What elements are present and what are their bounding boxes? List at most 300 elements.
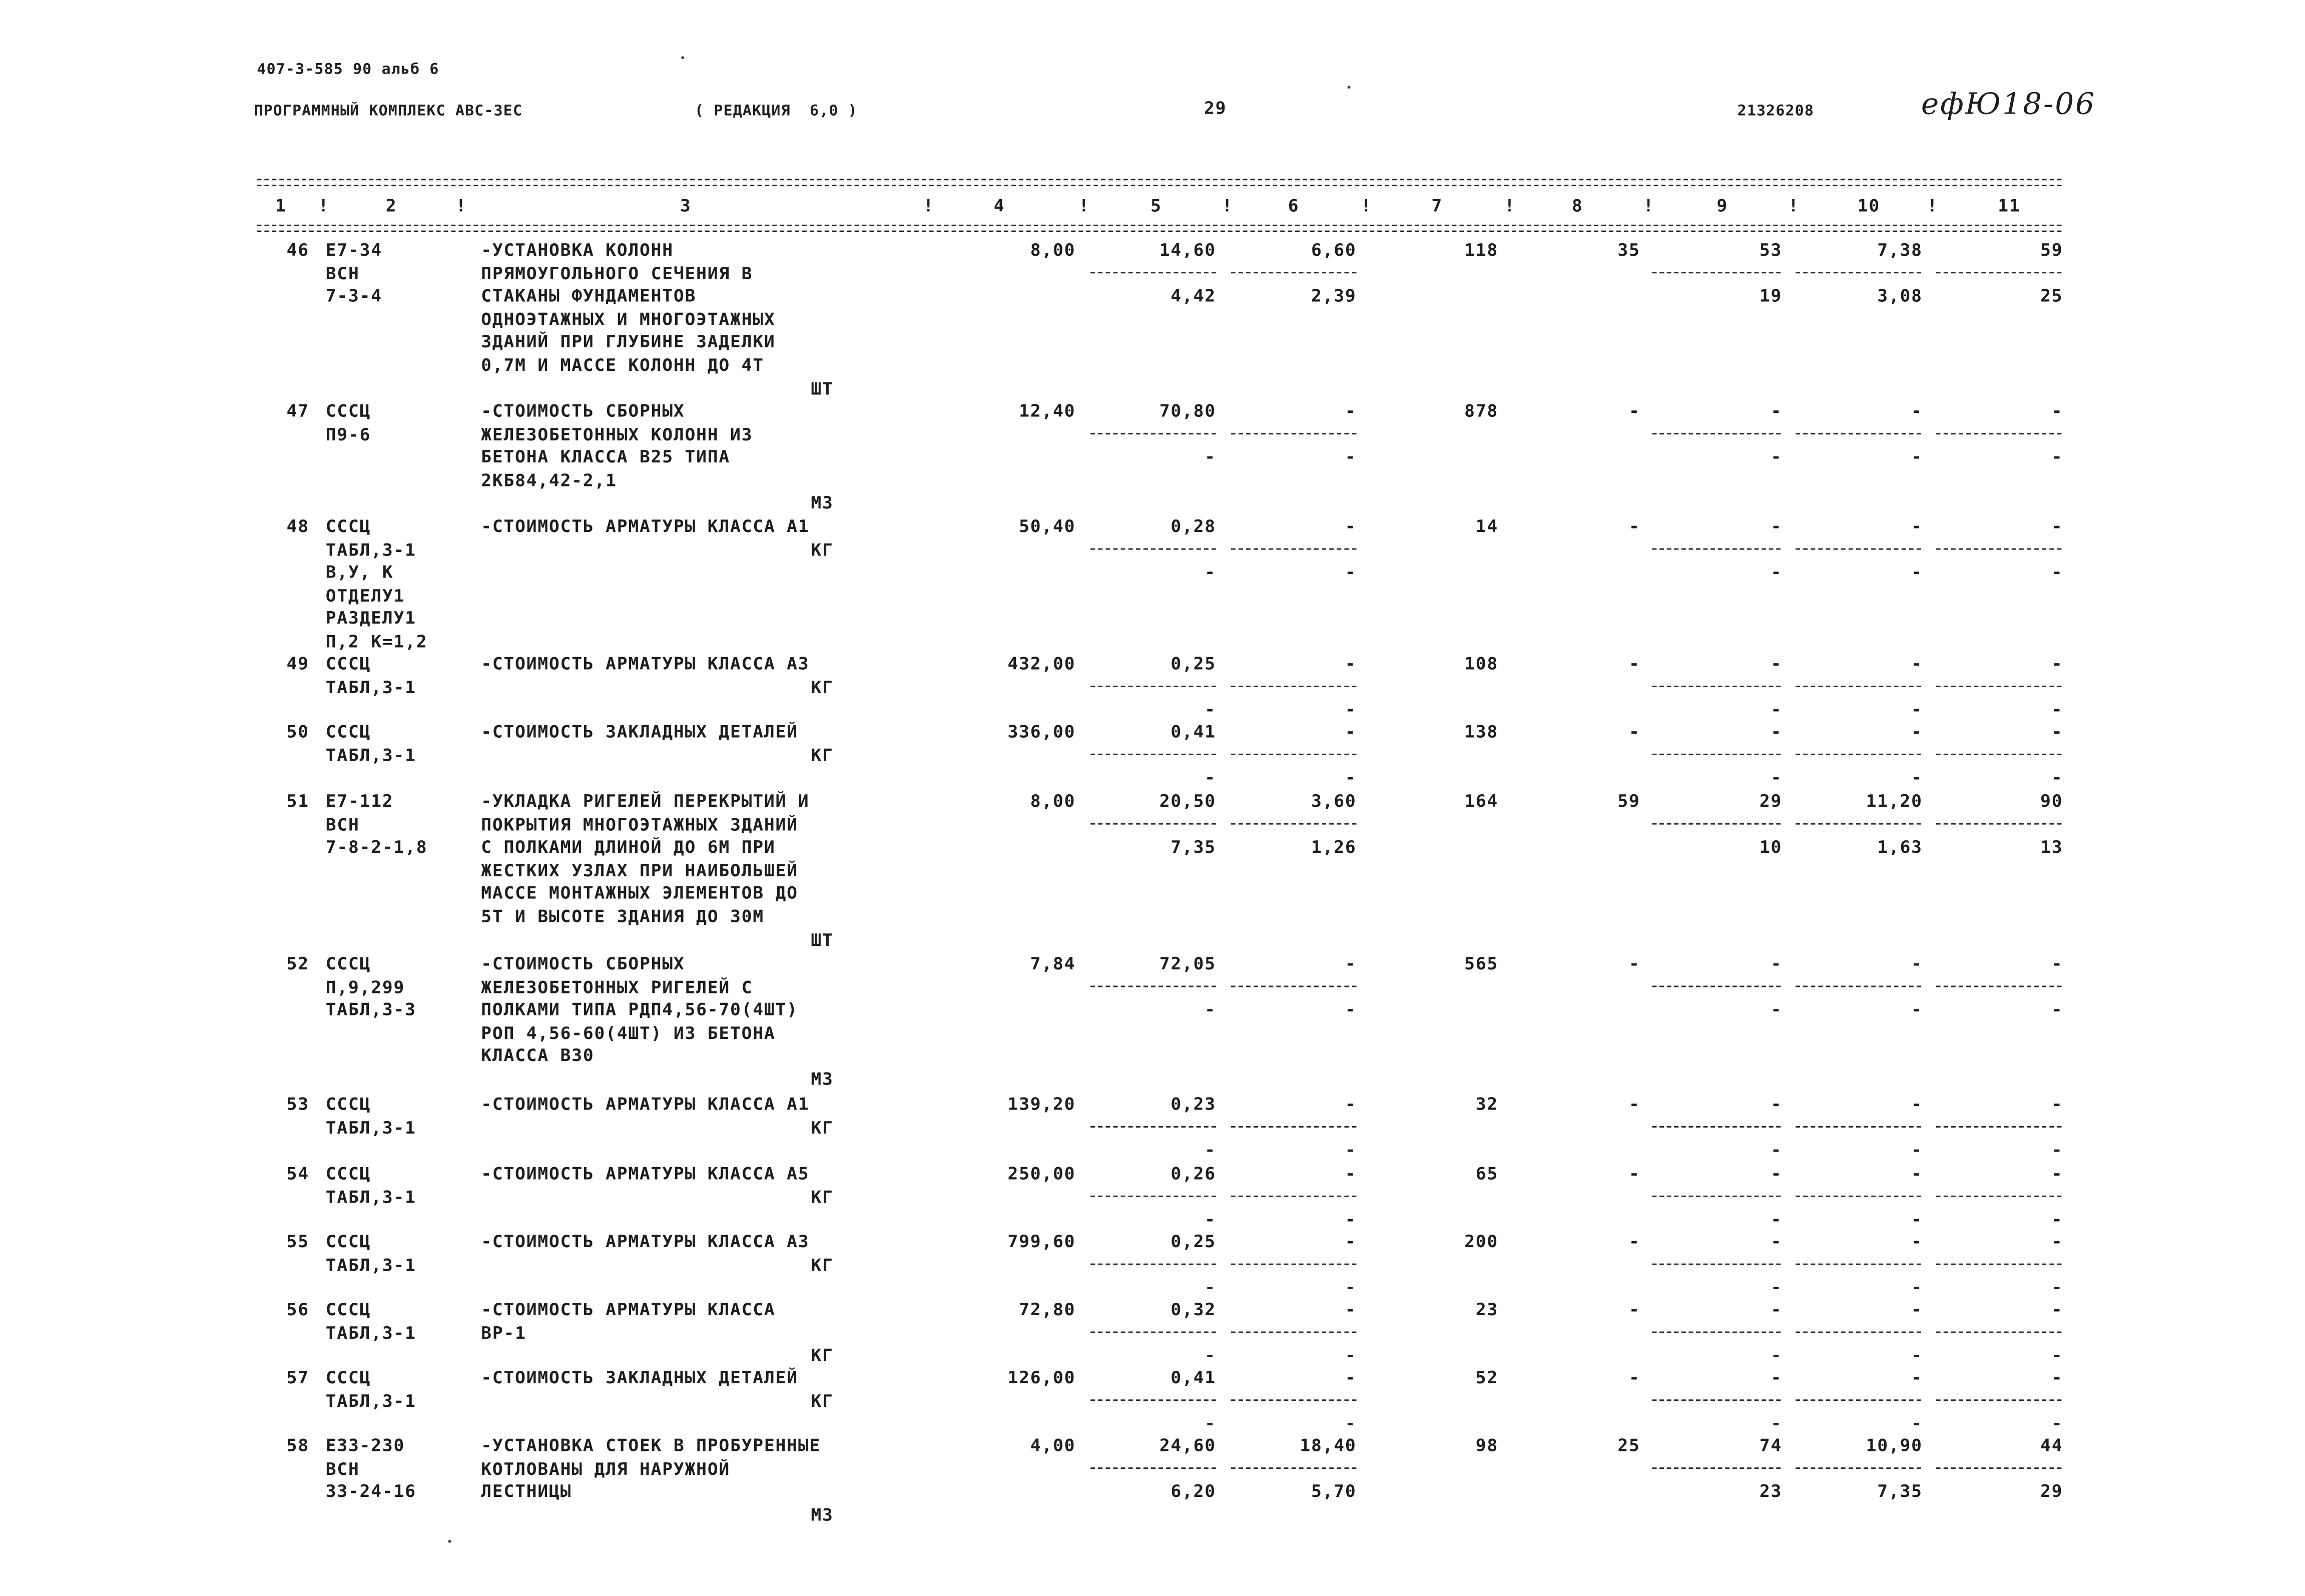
norm-code: СССЦ — [325, 653, 371, 674]
value-qty: 126,00 — [1007, 1367, 1076, 1388]
value-c5: 20,50 — [1159, 790, 1216, 812]
value-c8: - — [1628, 1163, 1640, 1184]
row-number: 57 — [286, 1367, 309, 1388]
doc-code: 407-3-585 90 альб 6 — [257, 62, 439, 79]
work-description: -СТОИМОСТЬ ЗАКЛАДНЫХ ДЕТАЛЕЙ — [481, 721, 798, 742]
work-description: ЖЕЛЕЗОБЕТОННЫХ КОЛОНН ИЗ — [481, 423, 753, 444]
value-sub-9: - — [1771, 446, 1783, 467]
norm-code: ТАБЛ,3-1 — [325, 1254, 416, 1275]
column-separator: ! — [1078, 195, 1090, 216]
value-qty: 336,00 — [1007, 721, 1076, 742]
value-c7: 138 — [1464, 721, 1499, 742]
cell-underline — [1796, 986, 1921, 987]
cell-underline — [1652, 548, 1781, 550]
program-label: ПРОГРАММНЫЙ КОМПЛЕКС АВС-3ЕС — [254, 103, 523, 120]
value-c5: 0,25 — [1171, 1231, 1216, 1252]
value-c8: - — [1628, 515, 1640, 537]
cell-underline — [1796, 272, 1921, 273]
cell-underline — [1231, 1467, 1357, 1469]
norm-code: ВСН — [325, 813, 360, 835]
value-sub-5: - — [1205, 699, 1216, 720]
unit-of-measure: КГ — [811, 1186, 834, 1207]
value-c9: - — [1771, 721, 1783, 742]
column-separator: ! — [1643, 195, 1655, 216]
work-description: БЕТОНА КЛАССА В25 ТИПА — [481, 446, 731, 467]
unit-of-measure: КГ — [811, 1117, 834, 1138]
row-number: 58 — [286, 1435, 309, 1456]
work-description: ЗДАНИЙ ПРИ ГЛУБИНЕ ЗАДЕЛКИ — [481, 331, 776, 352]
value-c7: 23 — [1475, 1299, 1499, 1320]
value-sub-9: - — [1771, 562, 1783, 583]
value-sub-10: - — [1911, 1277, 1923, 1298]
work-description: ВР-1 — [481, 1322, 526, 1343]
cell-underline — [1231, 272, 1357, 273]
norm-code: Е33-230 — [325, 1435, 405, 1456]
value-sub-11: 13 — [2040, 836, 2063, 857]
value-qty: 139,20 — [1007, 1094, 1076, 1115]
cell-underline — [1796, 548, 1921, 550]
value-sub-5: 7,35 — [1171, 836, 1216, 857]
cell-underline — [1090, 1196, 1216, 1197]
work-description: 5Т И ВЫСОТЕ ЗДАНИЯ ДО 30М — [481, 906, 764, 927]
column-header-8: 8 — [1571, 195, 1583, 216]
value-c10: - — [1911, 653, 1923, 674]
work-description: ПОЛКАМИ ТИПА РДП4,56-70(4ШТ) — [481, 999, 798, 1020]
value-c9: - — [1771, 1163, 1783, 1184]
cell-underline — [1231, 548, 1357, 550]
column-header-7: 7 — [1431, 195, 1443, 216]
value-c7: 65 — [1475, 1163, 1499, 1184]
value-sub-5: - — [1205, 1412, 1216, 1434]
norm-code: ТАБЛ,3-1 — [325, 676, 416, 697]
norm-code: П,2 К=1,2 — [325, 631, 428, 652]
column-separator: ! — [455, 195, 467, 216]
work-description: -СТОИМОСТЬ СБОРНЫХ — [481, 400, 685, 421]
unit-of-measure: КГ — [811, 1390, 834, 1411]
value-c6: - — [1345, 515, 1357, 537]
column-header-3: 3 — [680, 195, 692, 216]
value-sub-9: - — [1771, 1139, 1783, 1160]
work-description: -СТОИМОСТЬ АРМАТУРЫ КЛАССА А1 — [481, 515, 810, 537]
value-c6: - — [1345, 653, 1357, 674]
value-sub-11: - — [2051, 1412, 2063, 1434]
value-c11: - — [2051, 953, 2063, 974]
unit-of-measure: ШТ — [811, 929, 834, 950]
value-sub-10: - — [1911, 1412, 1923, 1434]
work-description: -СТОИМОСТЬ ЗАКЛАДНЫХ ДЕТАЛЕЙ — [481, 1367, 798, 1388]
value-c7: 565 — [1464, 953, 1499, 974]
work-description: РОП 4,56-60(4ШТ) ИЗ БЕТОНА — [481, 1022, 776, 1043]
value-sub-5: 4,42 — [1171, 285, 1216, 306]
cell-underline — [1796, 433, 1921, 434]
work-description: ПРЯМОУГОЛЬНОГО СЕЧЕНИЯ В — [481, 262, 753, 283]
column-header-6: 6 — [1288, 195, 1300, 216]
norm-code: Е7-34 — [325, 239, 382, 260]
value-sub-11: - — [2051, 1139, 2063, 1160]
norm-code: СССЦ — [325, 515, 371, 537]
value-c7: 32 — [1475, 1094, 1499, 1115]
value-qty: 799,60 — [1007, 1231, 1076, 1252]
value-sub-11: 29 — [2040, 1480, 2063, 1502]
value-c5: 24,60 — [1159, 1435, 1216, 1456]
norm-code: 33-24-16 — [325, 1481, 416, 1502]
value-sub-6: - — [1345, 1139, 1357, 1160]
norm-code: СССЦ — [325, 400, 371, 421]
value-sub-9: 10 — [1759, 836, 1783, 857]
value-sub-6: - — [1345, 1345, 1357, 1366]
value-sub-11: - — [2051, 1345, 2063, 1366]
value-c9: 29 — [1759, 790, 1783, 812]
value-c6: 18,40 — [1300, 1435, 1357, 1456]
value-c8: - — [1628, 400, 1640, 421]
value-c7: 98 — [1475, 1435, 1499, 1456]
scan-speck — [681, 56, 684, 59]
value-c9: - — [1771, 400, 1783, 421]
work-description: -СТОИМОСТЬ АРМАТУРЫ КЛАССА — [481, 1299, 776, 1320]
value-sub-11: 25 — [2040, 285, 2063, 306]
work-description: -СТОИМОСТЬ СБОРНЫХ — [481, 953, 685, 974]
value-c10: - — [1911, 1094, 1923, 1115]
unit-of-measure: ШТ — [811, 377, 834, 399]
value-c6: 3,60 — [1311, 790, 1357, 812]
value-c8: 25 — [1617, 1435, 1640, 1456]
cell-underline — [1936, 433, 2062, 434]
value-sub-5: - — [1205, 562, 1216, 583]
value-c8: 59 — [1617, 790, 1640, 812]
cell-underline — [1231, 1264, 1357, 1265]
cell-underline — [1796, 686, 1921, 687]
row-number: 56 — [286, 1299, 309, 1320]
value-c7: 52 — [1475, 1367, 1499, 1388]
cell-underline — [1796, 1331, 1921, 1333]
work-description: С ПОЛКАМИ ДЛИНОЙ ДО 6М ПРИ — [481, 836, 776, 858]
value-sub-6: - — [1345, 1277, 1357, 1298]
norm-code: 7-3-4 — [325, 285, 382, 306]
unit-of-measure: КГ — [811, 539, 834, 560]
row-number: 49 — [286, 653, 309, 674]
value-sub-5: - — [1205, 767, 1216, 788]
value-c8: 35 — [1617, 239, 1640, 260]
cell-underline — [1936, 823, 2062, 825]
cell-underline — [1090, 433, 1216, 434]
cell-underline — [1796, 754, 1921, 755]
value-c7: 118 — [1464, 239, 1499, 260]
column-header-1: 1 — [275, 195, 287, 216]
cell-underline — [1652, 1331, 1781, 1333]
value-c5: 0,23 — [1171, 1094, 1216, 1115]
edition-label: ( РЕДАКЦИЯ 6,0 ) — [695, 103, 858, 120]
norm-code: РАЗДЕЛУ1 — [325, 608, 416, 629]
cell-underline — [1231, 1399, 1357, 1401]
value-c11: - — [2051, 1094, 2063, 1115]
cell-underline — [1652, 754, 1781, 755]
value-sub-9: - — [1771, 1277, 1783, 1298]
value-sub-6: - — [1345, 999, 1357, 1020]
unit-of-measure: КГ — [811, 1254, 834, 1275]
column-separator: ! — [923, 195, 935, 216]
value-c11: - — [2051, 653, 2063, 674]
work-description: -СТОИМОСТЬ АРМАТУРЫ КЛАССА А5 — [481, 1163, 810, 1184]
value-c7: 878 — [1464, 400, 1499, 421]
unit-of-measure: М3 — [811, 492, 834, 513]
row-number: 48 — [286, 515, 309, 537]
work-description: -СТОИМОСТЬ АРМАТУРЫ КЛАССА А1 — [481, 1094, 810, 1115]
value-sub-10: - — [1911, 1345, 1923, 1366]
value-sub-9: - — [1771, 699, 1783, 720]
norm-code: СССЦ — [325, 953, 371, 974]
cell-underline — [1231, 1331, 1357, 1333]
value-c11: - — [2051, 515, 2063, 537]
value-c9: - — [1771, 1367, 1783, 1388]
value-sub-10: - — [1911, 999, 1923, 1020]
cell-underline — [1231, 823, 1357, 825]
value-sub-9: 23 — [1759, 1480, 1783, 1502]
cell-underline — [1090, 754, 1216, 755]
work-description: -УКЛАДКА РИГЕЛЕЙ ПЕРЕКРЫТИЙ И — [481, 790, 810, 812]
column-separator: ! — [1788, 195, 1800, 216]
cell-underline — [1231, 1196, 1357, 1197]
cell-underline — [1652, 1126, 1781, 1128]
norm-code: СССЦ — [325, 1231, 371, 1252]
norm-code: СССЦ — [325, 721, 371, 742]
value-c6: 6,60 — [1311, 239, 1357, 260]
cell-underline — [1936, 1331, 2062, 1333]
norm-code: Е7-112 — [325, 790, 394, 812]
value-c7: 14 — [1475, 515, 1499, 537]
value-qty: 12,40 — [1019, 400, 1076, 421]
value-c9: - — [1771, 653, 1783, 674]
row-number: 52 — [286, 953, 309, 974]
column-separator: ! — [1927, 195, 1939, 216]
value-c7: 164 — [1464, 790, 1499, 812]
norm-code: П9-6 — [325, 423, 371, 444]
norm-code: ОТДЕЛУ1 — [325, 585, 405, 606]
value-sub-6: 1,26 — [1311, 836, 1357, 857]
work-description: КЛАССА В30 — [481, 1045, 595, 1067]
value-c10: - — [1911, 1163, 1923, 1184]
norm-code: ТАБЛ,3-1 — [325, 1390, 416, 1411]
value-c10: - — [1911, 1367, 1923, 1388]
norm-code: ТАБЛ,3-1 — [325, 1186, 416, 1207]
unit-of-measure: М3 — [811, 1068, 834, 1090]
norm-code: 7-8-2-1,8 — [325, 836, 428, 858]
value-c10: - — [1911, 515, 1923, 537]
value-qty: 8,00 — [1030, 239, 1076, 260]
value-c7: 200 — [1464, 1231, 1499, 1252]
cell-underline — [1936, 1196, 2062, 1197]
value-sub-6: - — [1345, 1209, 1357, 1230]
cell-underline — [1936, 1399, 2062, 1401]
value-c8: - — [1628, 1299, 1640, 1320]
value-c11: 90 — [2040, 790, 2063, 812]
norm-code: СССЦ — [325, 1094, 371, 1115]
unit-of-measure: КГ — [811, 744, 834, 765]
value-sub-6: - — [1345, 446, 1357, 467]
unit-of-measure: М3 — [811, 1504, 834, 1525]
value-sub-10: - — [1911, 562, 1923, 583]
value-c5: 0,28 — [1171, 515, 1216, 537]
value-sub-6: - — [1345, 562, 1357, 583]
value-c6: - — [1345, 721, 1357, 742]
cell-underline — [1936, 754, 2062, 755]
work-description: 2КБ84,42-2,1 — [481, 469, 617, 490]
norm-code: ТАБЛ,3-1 — [325, 744, 416, 765]
cell-underline — [1231, 686, 1357, 687]
value-sub-5: - — [1205, 999, 1216, 1020]
unit-of-measure: КГ — [811, 676, 834, 697]
value-c9: - — [1771, 515, 1783, 537]
cell-underline — [1936, 548, 2062, 550]
value-qty: 50,40 — [1019, 515, 1076, 537]
cell-underline — [1652, 823, 1781, 825]
work-description: ЛЕСТНИЦЫ — [481, 1481, 572, 1502]
scan-speck — [448, 1540, 451, 1543]
work-description: ОДНОЭТАЖНЫХ И МНОГОЭТАЖНЫХ — [481, 308, 776, 329]
work-description: ПОКРЫТИЯ МНОГОЭТАЖНЫХ ЗДАНИЙ — [481, 813, 798, 835]
value-c9: - — [1771, 1094, 1783, 1115]
value-c5: 0,32 — [1171, 1299, 1216, 1320]
value-qty: 432,00 — [1007, 653, 1076, 674]
row-number: 51 — [286, 790, 309, 812]
norm-code: ТАБЛ,3-1 — [325, 539, 416, 560]
value-sub-11: - — [2051, 1277, 2063, 1298]
value-sub-10: - — [1911, 446, 1923, 467]
cell-underline — [1090, 1467, 1216, 1469]
value-sub-5: - — [1205, 1209, 1216, 1230]
value-c11: - — [2051, 1299, 2063, 1320]
work-description: -УСТАНОВКА СТОЕК В ПРОБУРЕННЫЕ — [481, 1435, 821, 1456]
cell-underline — [1936, 986, 2062, 987]
work-description: КОТЛОВАНЫ ДЛЯ НАРУЖНОЙ — [481, 1458, 731, 1479]
value-c10: - — [1911, 721, 1923, 742]
value-c5: 70,80 — [1159, 400, 1216, 421]
work-description: -УСТАНОВКА КОЛОНН — [481, 239, 674, 260]
cell-underline — [1796, 1264, 1921, 1265]
cell-underline — [1796, 823, 1921, 825]
column-header-9: 9 — [1716, 195, 1728, 216]
cell-underline — [1936, 1467, 2062, 1469]
work-description: СТАКАНЫ ФУНДАМЕНТОВ — [481, 285, 697, 306]
value-sub-11: - — [2051, 767, 2063, 788]
row-number: 54 — [286, 1163, 309, 1184]
cell-underline — [1090, 986, 1216, 987]
value-sub-9: - — [1771, 1345, 1783, 1366]
value-sub-5: 6,20 — [1171, 1480, 1216, 1502]
value-c11: - — [2051, 1231, 2063, 1252]
column-header-4: 4 — [993, 195, 1005, 216]
column-separator: ! — [318, 195, 330, 216]
value-c9: 53 — [1759, 239, 1783, 260]
value-c8: - — [1628, 953, 1640, 974]
cell-underline — [1090, 272, 1216, 273]
cell-underline — [1652, 986, 1781, 987]
value-sub-6: 5,70 — [1311, 1480, 1357, 1502]
norm-code: ВСН — [325, 1458, 360, 1479]
value-qty: 250,00 — [1007, 1163, 1076, 1184]
cell-underline — [1090, 686, 1216, 687]
value-c9: - — [1771, 1231, 1783, 1252]
work-description: ЖЕЛЕЗОБЕТОННЫХ РИГЕЛЕЙ С — [481, 976, 753, 997]
value-qty: 8,00 — [1030, 790, 1076, 812]
value-sub-11: - — [2051, 562, 2063, 583]
column-header-11: 11 — [1998, 195, 2021, 216]
value-c11: - — [2051, 400, 2063, 421]
value-c11: 59 — [2040, 239, 2063, 260]
cell-underline — [1231, 986, 1357, 987]
cell-underline — [1796, 1126, 1921, 1128]
value-qty: 4,00 — [1030, 1435, 1076, 1456]
value-sub-10: - — [1911, 767, 1923, 788]
cell-underline — [1231, 1126, 1357, 1128]
norm-code: СССЦ — [325, 1163, 371, 1184]
cell-underline — [1090, 823, 1216, 825]
work-description: ЖЕСТКИХ УЗЛАХ ПРИ НАИБОЛЬШЕЙ — [481, 859, 798, 881]
header-bottom-rule — [257, 225, 2061, 226]
value-sub-9: - — [1771, 999, 1783, 1020]
value-sub-9: - — [1771, 1209, 1783, 1230]
value-sub-6: 2,39 — [1311, 285, 1357, 306]
value-qty: 72,80 — [1019, 1299, 1076, 1320]
value-c9: - — [1771, 953, 1783, 974]
value-sub-10: 1,63 — [1877, 836, 1923, 857]
table-top-rule — [257, 179, 2061, 180]
cell-underline — [1796, 1196, 1921, 1197]
value-c8: - — [1628, 653, 1640, 674]
column-header-10: 10 — [1857, 195, 1880, 216]
cell-underline — [1231, 754, 1357, 755]
value-sub-11: - — [2051, 446, 2063, 467]
value-sub-11: - — [2051, 699, 2063, 720]
value-sub-10: - — [1911, 1209, 1923, 1230]
cell-underline — [1652, 1467, 1781, 1469]
value-c10: - — [1911, 1231, 1923, 1252]
value-c6: - — [1345, 1367, 1357, 1388]
value-sub-10: 7,35 — [1877, 1480, 1923, 1502]
cell-underline — [1090, 1331, 1216, 1333]
value-c10: 11,20 — [1866, 790, 1923, 812]
value-c6: - — [1345, 1299, 1357, 1320]
cell-underline — [1090, 1264, 1216, 1265]
value-c11: - — [2051, 1367, 2063, 1388]
value-c5: 0,41 — [1171, 1367, 1216, 1388]
value-qty: 7,84 — [1030, 953, 1076, 974]
value-sub-9: - — [1771, 1412, 1783, 1434]
value-c11: - — [2051, 1163, 2063, 1184]
norm-code: ТАБЛ,3-3 — [325, 999, 416, 1020]
value-c8: - — [1628, 1231, 1640, 1252]
work-description: -СТОИМОСТЬ АРМАТУРЫ КЛАССА А3 — [481, 1231, 810, 1252]
value-c10: - — [1911, 1299, 1923, 1320]
cell-underline — [1796, 1467, 1921, 1469]
column-separator: ! — [1222, 195, 1234, 216]
cell-underline — [1936, 1126, 2062, 1128]
cell-underline — [1231, 433, 1357, 434]
table-top-rule-2 — [257, 185, 2061, 186]
scan-speck — [1348, 86, 1351, 89]
column-separator: ! — [1504, 195, 1516, 216]
unit-of-measure: КГ — [811, 1345, 834, 1366]
cell-underline — [1652, 1399, 1781, 1401]
value-sub-11: - — [2051, 999, 2063, 1020]
norm-code: ТАБЛ,3-1 — [325, 1322, 416, 1343]
value-c11: - — [2051, 721, 2063, 742]
cell-underline — [1090, 1399, 1216, 1401]
row-number: 50 — [286, 721, 309, 742]
value-c5: 0,26 — [1171, 1163, 1216, 1184]
value-sub-5: - — [1205, 1345, 1216, 1366]
value-sub-9: 19 — [1759, 285, 1783, 306]
row-number: 46 — [286, 239, 309, 260]
